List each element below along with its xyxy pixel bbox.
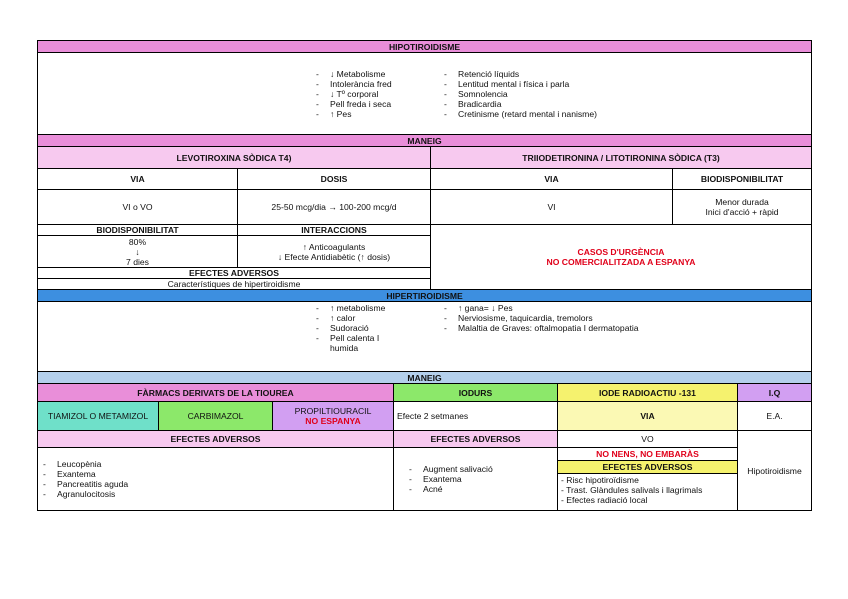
drug-carbimazol: CARBIMAZOL: [159, 402, 273, 431]
levo-bio-header: BIODISPONIBILITAT: [38, 225, 238, 236]
levo-dose: 25-50 mcg/dia → 100-200 mcg/d: [238, 190, 431, 225]
list-item: - Bradicardia: [442, 99, 597, 109]
list-item: - ↓ Metabolisme: [314, 69, 442, 79]
trio-note-urgency: CASOS D'URGÈNCIA: [577, 247, 665, 257]
iodides-adverse-header: EFECTES ADVERSOS: [394, 431, 558, 448]
list-item-continuation: humida: [330, 343, 359, 353]
levo-dose-header: DOSIS: [238, 169, 431, 190]
iodides-effect: Efecte 2 setmanes: [394, 402, 558, 431]
drug-propiltiouracil-note: NO ESPANYA: [305, 416, 361, 426]
levo-bio-line: 7 dies: [126, 256, 149, 267]
radio-adverse-cell: [558, 448, 738, 511]
levo-bio-line: ↓: [135, 246, 140, 257]
thiourea-adverse-items: [41, 459, 390, 499]
trio-note-not-commercial: NO COMERCIALITZADA A ESPANYA: [546, 257, 696, 267]
trio-bio-line: Menor durada: [715, 197, 769, 207]
levo-via-header: VIA: [38, 169, 238, 190]
list-item: - Malaltia de Graves: oftalmopatia I dermatopatia: [442, 323, 639, 333]
trio-notes: [431, 225, 812, 290]
hypo-symptoms-right: [442, 69, 597, 119]
list-item: - ↑ gana= ↓ Pes: [442, 303, 639, 313]
levo-interactions-header: INTERACCIONS: [238, 225, 431, 236]
list-item: - Exantema: [41, 469, 390, 479]
list-item: - Trast. Glàndules salivals i llagrimals: [561, 485, 703, 495]
list-item: - Pell calenta I: [314, 333, 442, 343]
levo-bio-line: 80%: [128, 236, 147, 247]
surgery-adverse: Hipotiroidisme: [738, 431, 812, 511]
hypothyroidism-table: [37, 40, 812, 290]
hyper-symptoms-right: [442, 303, 639, 353]
list-item: [314, 343, 442, 353]
radio-adverse-items: [558, 474, 737, 506]
iodides-title: IODURS: [394, 384, 558, 402]
list-item: - Pell freda i seca: [314, 99, 442, 109]
levo-interactions: [238, 236, 431, 268]
triiodothyronine-title: TRIIODETIRONINA / LITOTIRONINA SÒDICA (T3): [431, 147, 812, 169]
list-item: - Acné: [407, 484, 554, 494]
thiourea-title: FÀRMACS DERIVATS DE LA TIOUREA: [38, 384, 394, 402]
hypo-symptoms-left: [314, 69, 442, 119]
hyperthyroidism-table: [37, 289, 812, 511]
list-item: - Risc hipotiroïdisme: [561, 475, 639, 485]
levo-bio: [38, 236, 238, 268]
radio-adverse-header: EFECTES ADVERSOS: [558, 461, 737, 474]
list-item: - Nerviosisme, taquicardia, tremolors: [442, 313, 639, 323]
levothyroxine-title: LEVOTIROXINA SÒDICA T4): [38, 147, 431, 169]
iodides-adverse-list: [394, 448, 558, 511]
list-item: - ↓ Tº corporal: [314, 89, 442, 99]
list-item: - Somnolencia: [442, 89, 597, 99]
list-item: - Sudoració: [314, 323, 442, 333]
iodides-adverse-items: [397, 464, 554, 494]
list-item: - ↑ calor: [314, 313, 442, 323]
trio-bio-line: Inici d'acció + ràpid: [705, 207, 779, 217]
list-item: - Lentitud mental i física i parla: [442, 79, 597, 89]
surgery-title: I.Q: [738, 384, 812, 402]
hypo-management-header: MANEIG: [38, 135, 812, 147]
list-item: - Augment salivació: [407, 464, 554, 474]
list-item: - Leucopènia: [41, 459, 390, 469]
list-item: - Intolerància fred: [314, 79, 442, 89]
hyper-symptoms-left: [314, 303, 442, 353]
hypothyroidism-symptoms: [38, 53, 812, 135]
hyperthyroidism-title: HIPERTIROIDISME: [38, 290, 812, 302]
radio-via-header: VIA: [558, 402, 738, 431]
list-item: - Efectes radiació local: [561, 495, 648, 505]
radio-via: VO: [558, 431, 738, 448]
levo-via: VI o VO: [38, 190, 238, 225]
thiourea-adverse-header: EFECTES ADVERSOS: [38, 431, 394, 448]
surgery-text: E.A.: [738, 402, 812, 431]
drug-propiltiouracil-name: PROPILTIOURACIL: [294, 406, 372, 416]
levo-adverse-effects: Característiques de hipertiroidisme: [38, 279, 431, 290]
trio-bio-header: BIODISPONIBILITAT: [673, 169, 812, 190]
list-item: - ↑ metabolisme: [314, 303, 442, 313]
levo-interaction-line: ↓ Efecte Antidiabètic (↑ dosis): [277, 251, 391, 262]
list-item: - Cretinisme (retard mental i nanisme): [442, 109, 597, 119]
levo-interaction-line: ↑ Anticoagulants: [302, 241, 366, 252]
thyroid-document: [37, 40, 811, 511]
hyper-management-header: MANEIG: [38, 372, 812, 384]
drug-propiltiouracil: [273, 402, 394, 431]
list-item: - Agranulocitosis: [41, 489, 390, 499]
list-item: - ↑ Pes: [314, 109, 442, 119]
list-item: - Pancreatitis aguda: [41, 479, 390, 489]
radio-warning: NO NENS, NO EMBARÀS: [558, 448, 737, 461]
thiourea-adverse-list: [38, 448, 394, 511]
levo-adverse-header: EFECTES ADVERSOS: [38, 268, 431, 279]
hyperthyroidism-symptoms: [38, 302, 812, 372]
hypothyroidism-title: HIPOTIROIDISME: [38, 41, 812, 53]
radioactive-iodine-title: IODE RADIOACTIU -131: [558, 384, 738, 402]
trio-bio: [673, 190, 812, 225]
list-item: - Retenció líquids: [442, 69, 597, 79]
drug-tiamizol: TIAMIZOL O METAMIZOL: [38, 402, 159, 431]
trio-via: VI: [431, 190, 673, 225]
trio-via-header: VIA: [431, 169, 673, 190]
list-item: - Exantema: [407, 474, 554, 484]
